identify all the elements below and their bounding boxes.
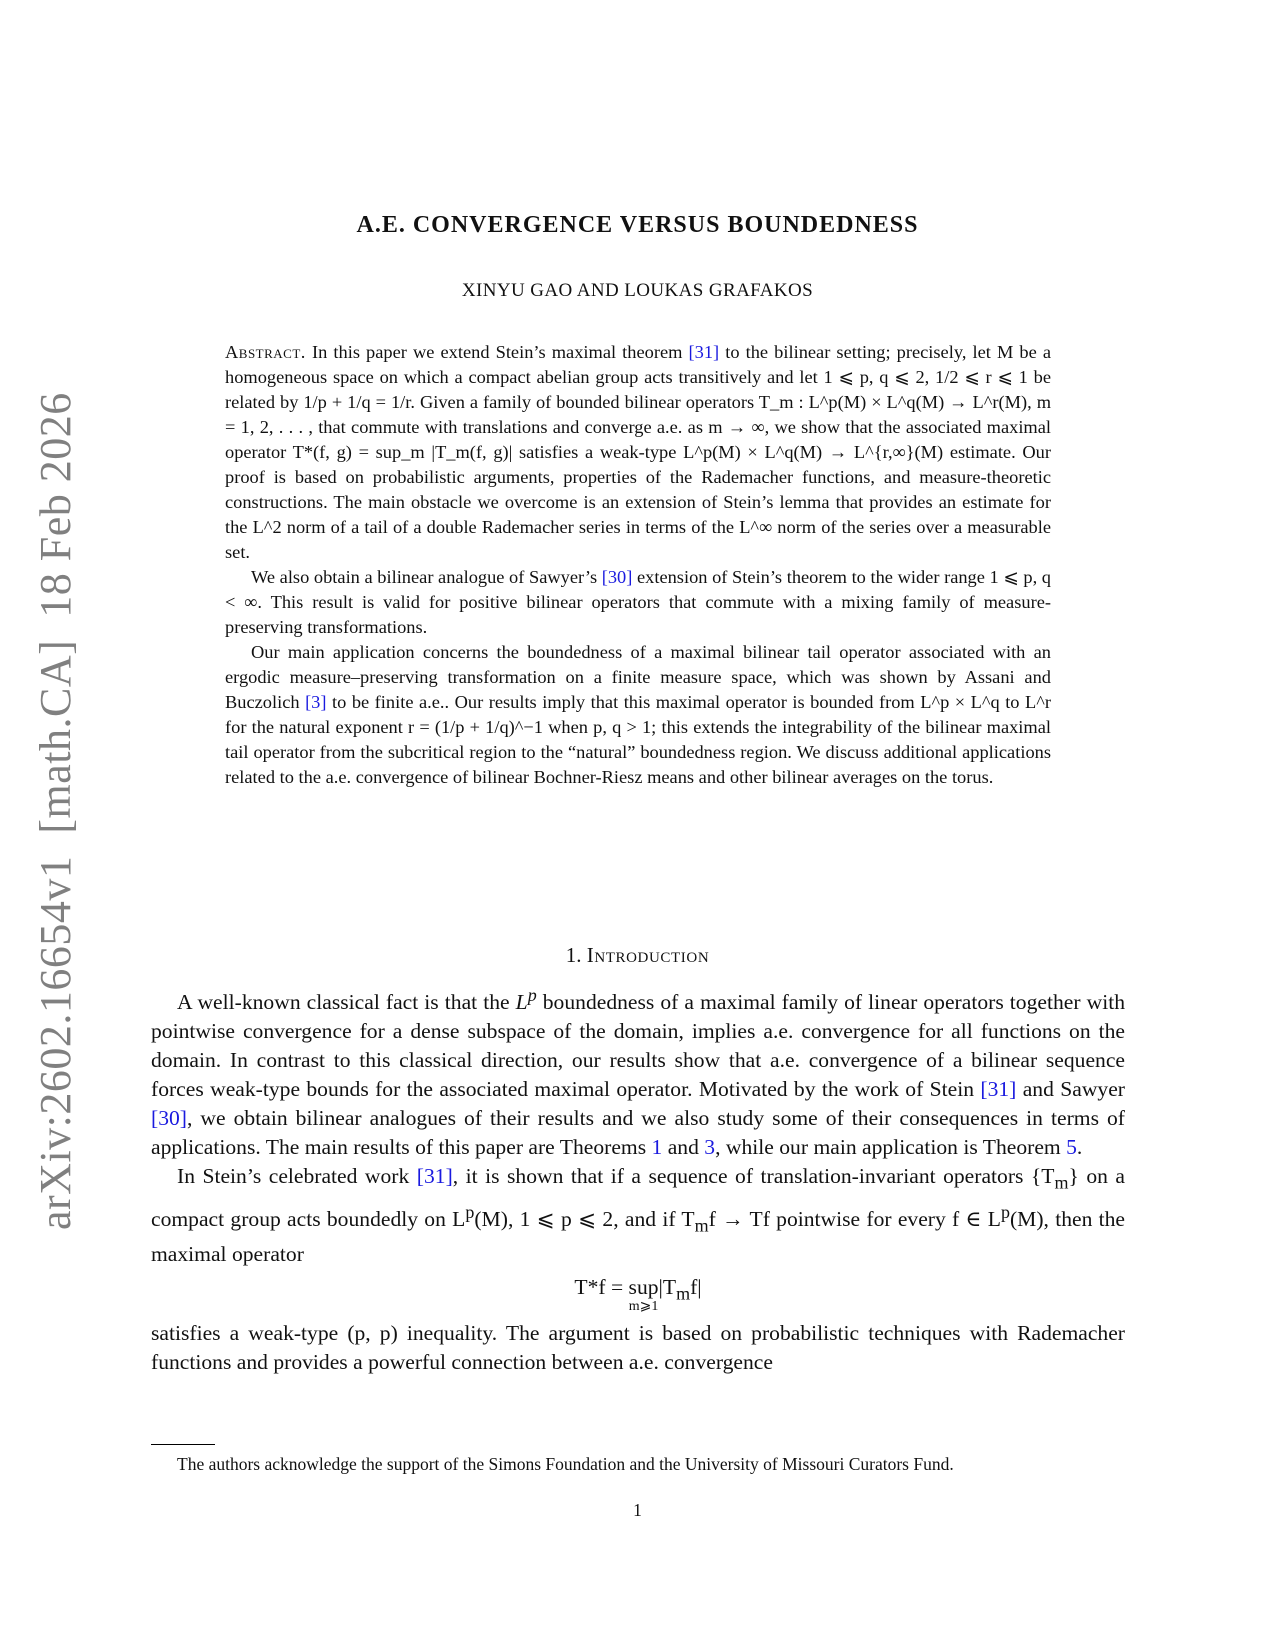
body-text: A well-known classical fact is that the [177, 990, 516, 1015]
body-text: , we obtain bilinear analogues of their results and we also study some of their consequences in terms of applications. The main results of this paper are Theorems [151, 1106, 1125, 1160]
arxiv-id: arXiv:2602.16654v1 [31, 855, 80, 1230]
equation-rhs: |T [658, 1275, 677, 1299]
equation-rhs-end: f| [690, 1275, 702, 1299]
body-text: boundedness of a maximal family of linear operators together with pointwise convergence for a dense subspace of the domain, implies a.e. convergence for all functions on the domain. In contrast to this classical direction, our results show that a.e. convergence of a bilinear sequence forces weak-type bounds for the associated maximal operator. Motivated by the work of Stein [151, 990, 1125, 1102]
body-text: , while our main application is Theorem [715, 1135, 1067, 1160]
theorem-link[interactable]: 5 [1066, 1135, 1077, 1160]
section-title: Introduction [586, 943, 710, 967]
equation-subscript: m [676, 1283, 691, 1304]
body-text: and Sawyer [1016, 1077, 1125, 1102]
body-text: (M), 1 ⩽ p ⩽ 2, and if T [474, 1206, 695, 1231]
citation-link[interactable]: [31] [980, 1077, 1017, 1102]
citation-link[interactable]: [31] [688, 342, 720, 362]
body-text: (M), then the maximal operator [151, 1206, 1126, 1266]
arxiv-stamp [30, 392, 81, 1230]
footnote [151, 1452, 1125, 1477]
citation-link[interactable]: [30] [601, 567, 633, 587]
body-text: , it is shown that if a sequence of translation-invariant operators {T [452, 1164, 1055, 1189]
body-text: and [662, 1135, 705, 1160]
section-heading [0, 943, 1275, 968]
body-text: . [1076, 1135, 1083, 1160]
sup-operator [629, 1275, 659, 1315]
citation-link[interactable]: [3] [305, 692, 327, 712]
footnote-divider [151, 1444, 215, 1445]
abstract-text: extension of Stein’s theorem to the wider range 1 ⩽ p, q < ∞. This result is valid for positive bilinear operators that commute with a mixing family of measure-preserving transformations. [225, 567, 1051, 637]
theorem-link[interactable]: 1 [651, 1135, 663, 1160]
body-paragraph: In Stein’s celebrated work [31], it is shown that if a sequence of translation-invariant operators $\{T_m\}$ on a compact group acts boundedly on $L^p(M)$, 1 ⩽ p ⩽ 2, and if $T_mf \to Tf$ pointwise for every f ∈ $L^p(M)$, then the maximal operator [151, 1164, 1126, 1266]
page-number: 1 [633, 1500, 642, 1520]
arxiv-category: [math.CA] [31, 639, 80, 834]
abstract-paragraph [225, 640, 1051, 790]
citation-link[interactable]: [31] [416, 1164, 453, 1189]
abstract-label: Abstract. [225, 342, 306, 362]
section-number: 1. [565, 943, 582, 967]
abstract-text: We also obtain a bilinear analogue of Sawyer’s [251, 567, 602, 587]
paper-title: A.E. CONVERGENCE VERSUS BOUNDEDNESS [356, 212, 919, 238]
body-paragraph [151, 981, 1125, 1162]
display-equation [151, 1275, 1125, 1315]
citation-link[interactable]: [30] [151, 1106, 187, 1131]
theorem-link[interactable]: 3 [704, 1135, 716, 1160]
sup-subscript: m⩾1 [628, 1299, 659, 1314]
sup-label: sup [628, 1275, 659, 1299]
abstract-text: to be finite a.e.. Our results imply that this maximal operator is bounded from L^p × L^q to L^r for the natural exponent r = (1/p + 1/q)^−1 when p, q > 1; this extends the integrability of the bilinear maximal tail operator from the subcritical region to the “natural” boundedness region. We discuss additional applications related to the a.e. convergence of bilinear Bochner-Riesz means and other bilinear averages on the torus. [225, 692, 1051, 787]
paper-authors: XINYU GAO AND LOUKAS GRAFAKOS [461, 280, 814, 301]
body-text: } on a compact group acts boundedly on L [151, 1164, 1125, 1231]
footnote-text: The authors acknowledge the support of the Simons Foundation and the University of Missouri Curators Fund. [177, 1454, 954, 1474]
abstract-paragraph [225, 565, 1051, 640]
arxiv-date: 18 Feb 2026 [31, 392, 80, 618]
abstract-text: Our main application concerns the boundedness of a maximal bilinear tail operator associated with an ergodic measure–preserving transformation on a finite measure space, which was shown by Assani and Buczolich [225, 642, 1051, 712]
abstract-text: In this paper we extend Stein’s maximal theorem [312, 342, 689, 362]
equation-lhs: T*f = [574, 1275, 629, 1299]
body-text: In Stein’s celebrated work [177, 1164, 417, 1189]
abstract-text: to the bilinear setting; precisely, let M be a homogeneous space on which a compact abelian group acts transitively and let 1 ⩽ p, q ⩽ 2, 1/2 ⩽ r ⩽ 1 be related by 1/p + 1/q = 1/r. Given a family of bounded bilinear operators T_m : L^p(M) × L^q(M) → L^r(M), m = 1, 2, . . . , that commute with translations and converge a.e. as m → ∞, we show that the associated maximal operator T*(f, g) = sup_m |T_m(f, g)| satisfies a weak-type L^p(M) × L^q(M) → L^{r,∞}(M) estimate. Our proof is based on probabilistic arguments, properties of the Rademacher functions, and measure-theoretic constructions. The main obstacle we overcome is an extension of Stein’s lemma that provides an estimate for the L^2 norm of a tail of a double Rademacher series in terms of the L^∞ norm of the series over a measurable set. [225, 342, 1051, 562]
abstract-paragraph [225, 340, 1051, 565]
introduction-body [151, 981, 1125, 1377]
abstract [225, 340, 1051, 790]
body-text: f → Tf pointwise for every f ∈ L [708, 1206, 1001, 1231]
math-lp: $L^p$ [515, 985, 537, 1015]
body-paragraph: satisfies a weak-type (p, p) inequality. The argument is based on probabilistic techniques with Rademacher functions and provides a powerful connection between a.e. convergence [151, 1321, 1125, 1374]
